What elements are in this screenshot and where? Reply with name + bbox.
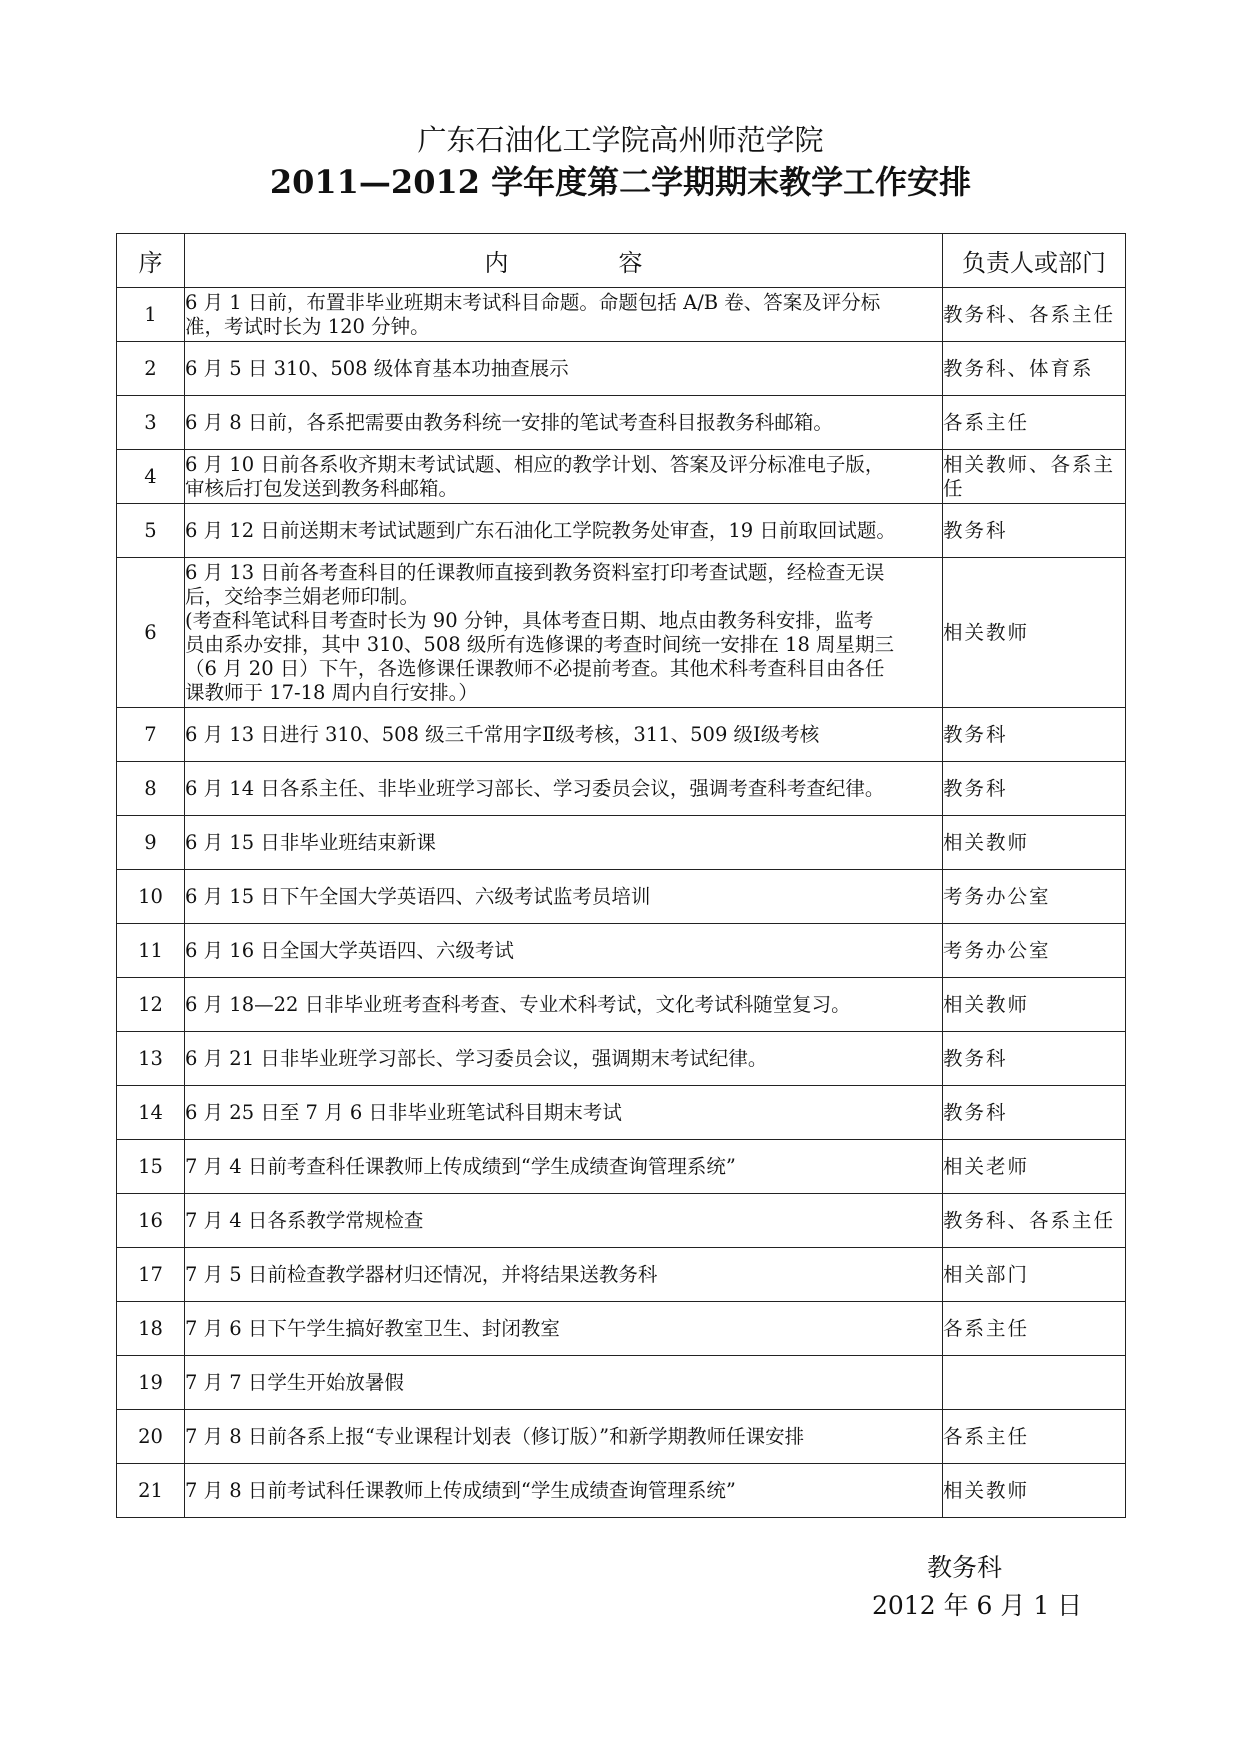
- row-content-line: 7 月 8 日前考试科任课教师上传成绩到“学生成绩查询管理系统”: [185, 1478, 736, 1502]
- table-row: [117, 1464, 1126, 1518]
- row-number: 15: [117, 1140, 185, 1194]
- table-row: [117, 1086, 1126, 1140]
- row-responsible: 考务办公室: [943, 870, 1126, 924]
- row-number: 14: [117, 1086, 185, 1140]
- row-content-line: 6 月 18—22 日非毕业班考查科考查、专业术科考试，文化考试科随堂复习。: [185, 992, 851, 1016]
- row-content-line: 7 月 5 日前检查教学器材归还情况，并将结果送教务科: [185, 1262, 658, 1286]
- row-content-line: 6 月 16 日全国大学英语四、六级考试: [185, 938, 514, 962]
- table-row: [117, 1248, 1126, 1302]
- row-number: 16: [117, 1194, 185, 1248]
- column-header-content-char-1: 内: [484, 249, 509, 277]
- row-responsible: 教务科、各系主任: [943, 288, 1126, 342]
- row-number: 5: [117, 504, 185, 558]
- row-responsible: 教务科: [943, 1032, 1126, 1086]
- row-responsible: [943, 1356, 1126, 1410]
- row-responsible: 相关教师: [943, 558, 1126, 708]
- row-number: 7: [117, 708, 185, 762]
- row-content-line: 6 月 13 日前各考查科目的任课教师直接到教务资料室打印考查试题，经检查无误: [185, 560, 885, 584]
- table-row: [117, 816, 1126, 870]
- column-header-content-char-2: 容: [618, 249, 643, 277]
- row-content: [185, 978, 943, 1032]
- row-responsible: 相关教师: [943, 1464, 1126, 1518]
- table-row: [117, 978, 1126, 1032]
- table-body: [117, 288, 1126, 1518]
- table-row: [117, 558, 1126, 708]
- row-content-line: 7 月 4 日各系教学常规检查: [185, 1208, 424, 1232]
- document-title-schedule: 2011—2012 学年度第二学期期末教学工作安排: [269, 163, 972, 201]
- row-number: 2: [117, 342, 185, 396]
- row-number: 19: [117, 1356, 185, 1410]
- row-content-line: 课教师于 17-18 周内自行安排。）: [185, 680, 478, 704]
- row-responsible: 教务科: [943, 1086, 1126, 1140]
- row-content: [185, 1410, 943, 1464]
- row-content-line: 7 月 4 日前考查科任课教师上传成绩到“学生成绩查询管理系统”: [185, 1154, 736, 1178]
- row-content: [185, 762, 943, 816]
- row-content: [185, 870, 943, 924]
- table-row: [117, 762, 1126, 816]
- row-number: 18: [117, 1302, 185, 1356]
- row-number: 10: [117, 870, 185, 924]
- row-responsible: 相关部门: [943, 1248, 1126, 1302]
- row-content-line: 6 月 15 日非毕业班结束新课: [185, 830, 436, 854]
- table-row: [117, 1356, 1126, 1410]
- row-content: [185, 1194, 943, 1248]
- row-content: [185, 396, 943, 450]
- row-content: [185, 1032, 943, 1086]
- row-number: 17: [117, 1248, 185, 1302]
- column-header-content: [185, 234, 943, 288]
- row-number: 6: [117, 558, 185, 708]
- schedule-table: [116, 233, 1126, 1518]
- table-row: [117, 1410, 1126, 1464]
- row-content-line: 6 月 10 日前各系收齐期末考试试题、相应的教学计划、答案及评分标准电子版，: [185, 452, 885, 476]
- document-title-institution: 广东石油化工学院高州师范学院: [417, 123, 824, 157]
- table-row: [117, 1302, 1126, 1356]
- row-content-line: 6 月 1 日前，布置非毕业班期末考试科目命题。命题包括 A/B 卷、答案及评分标: [185, 290, 881, 314]
- row-responsible: 相关教师: [943, 978, 1126, 1032]
- column-header-owner: 负责人或部门: [943, 234, 1126, 288]
- row-content: [185, 1464, 943, 1518]
- row-responsible: 相关老师: [943, 1140, 1126, 1194]
- row-responsible: 教务科、体育系: [943, 342, 1126, 396]
- row-responsible: 相关教师、各系主任: [943, 450, 1126, 504]
- row-content: [185, 342, 943, 396]
- row-number: 21: [117, 1464, 185, 1518]
- row-number: 12: [117, 978, 185, 1032]
- table-row: [117, 288, 1126, 342]
- signature-department: 教务科: [927, 1553, 1003, 1582]
- table-row: [117, 924, 1126, 978]
- row-content: [185, 1356, 943, 1410]
- row-content: [185, 504, 943, 558]
- row-content: [185, 924, 943, 978]
- row-content-line: 审核后打包发送到教务科邮箱。: [185, 476, 459, 500]
- table-row: [117, 396, 1126, 450]
- row-content-line: 6 月 21 日非毕业班学习部长、学习委员会议，强调期末考试纪律。: [185, 1046, 768, 1070]
- row-content: [185, 558, 943, 708]
- table-row: [117, 1140, 1126, 1194]
- row-responsible: 考务办公室: [943, 924, 1126, 978]
- column-header-no: 序: [117, 234, 185, 288]
- row-content-line: （6 月 20 日）下午，各选修课任课教师不必提前考查。其他术科考查科目由各任: [185, 656, 885, 680]
- table-header-row: [117, 234, 1126, 288]
- row-content-line: 6 月 15 日下午全国大学英语四、六级考试监考员培训: [185, 884, 651, 908]
- table-row: [117, 342, 1126, 396]
- row-responsible: 各系主任: [943, 1410, 1126, 1464]
- row-number: 1: [117, 288, 185, 342]
- row-responsible: 各系主任: [943, 1302, 1126, 1356]
- row-responsible: 教务科、各系主任: [943, 1194, 1126, 1248]
- row-content-line: 7 月 6 日下午学生搞好教室卫生、封闭教室: [185, 1316, 560, 1340]
- row-content: [185, 288, 943, 342]
- table-row: [117, 450, 1126, 504]
- row-content-line: 员由系办安排，其中 310、508 级所有选修课的考查时间统一安排在 18 周星期三: [185, 632, 895, 656]
- row-responsible: 各系主任: [943, 396, 1126, 450]
- row-content: [185, 1140, 943, 1194]
- signature-block: [0, 1551, 1241, 1631]
- table-row: [117, 1032, 1126, 1086]
- row-content-line: 6 月 8 日前，各系把需要由教务科统一安排的笔试考查科目报教务科邮箱。: [185, 410, 833, 434]
- row-number: 13: [117, 1032, 185, 1086]
- row-number: 11: [117, 924, 185, 978]
- row-content: [185, 450, 943, 504]
- table-row: [117, 870, 1126, 924]
- row-content: [185, 1302, 943, 1356]
- row-responsible: 教务科: [943, 708, 1126, 762]
- row-content: [185, 1248, 943, 1302]
- row-content-line: 6 月 13 日进行 310、508 级三千常用字Ⅱ级考核，311、509 级Ⅰ级考核: [185, 722, 820, 746]
- row-content-line: 6 月 25 日至 7 月 6 日非毕业班笔试科目期末考试: [185, 1100, 622, 1124]
- row-responsible: 教务科: [943, 504, 1126, 558]
- row-content-line: 6 月 5 日 310、508 级体育基本功抽查展示: [185, 356, 569, 380]
- row-responsible: 相关教师: [943, 816, 1126, 870]
- row-responsible: 教务科: [943, 762, 1126, 816]
- signature-date: 2012 年 6 月 1 日: [872, 1591, 1083, 1620]
- row-content-line: 7 月 7 日学生开始放暑假: [185, 1370, 404, 1394]
- row-content-line: 7 月 8 日前各系上报“专业课程计划表（修订版）”和新学期教师任课安排: [185, 1424, 805, 1448]
- row-content: [185, 816, 943, 870]
- table-row: [117, 708, 1126, 762]
- row-content: [185, 1086, 943, 1140]
- row-number: 4: [117, 450, 185, 504]
- table-row: [117, 1194, 1126, 1248]
- row-content-line: 6 月 12 日前送期末考试试题到广东石油化工学院教务处审查，19 日前取回试题。: [185, 518, 896, 542]
- row-content-line: 后，交给李兰娟老师印制。: [185, 584, 420, 608]
- row-content-line: (考查科笔试科目考查时长为 90 分钟，具体考查日期、地点由教务科安排，监考: [185, 608, 874, 632]
- row-number: 3: [117, 396, 185, 450]
- row-number: 8: [117, 762, 185, 816]
- row-number: 9: [117, 816, 185, 870]
- row-content-line: 准，考试时长为 120 分钟。: [185, 314, 430, 338]
- table-row: [117, 504, 1126, 558]
- row-content-line: 6 月 14 日各系主任、非毕业班学习部长、学习委员会议，强调考查科考查纪律。: [185, 776, 885, 800]
- row-number: 20: [117, 1410, 185, 1464]
- row-content: [185, 708, 943, 762]
